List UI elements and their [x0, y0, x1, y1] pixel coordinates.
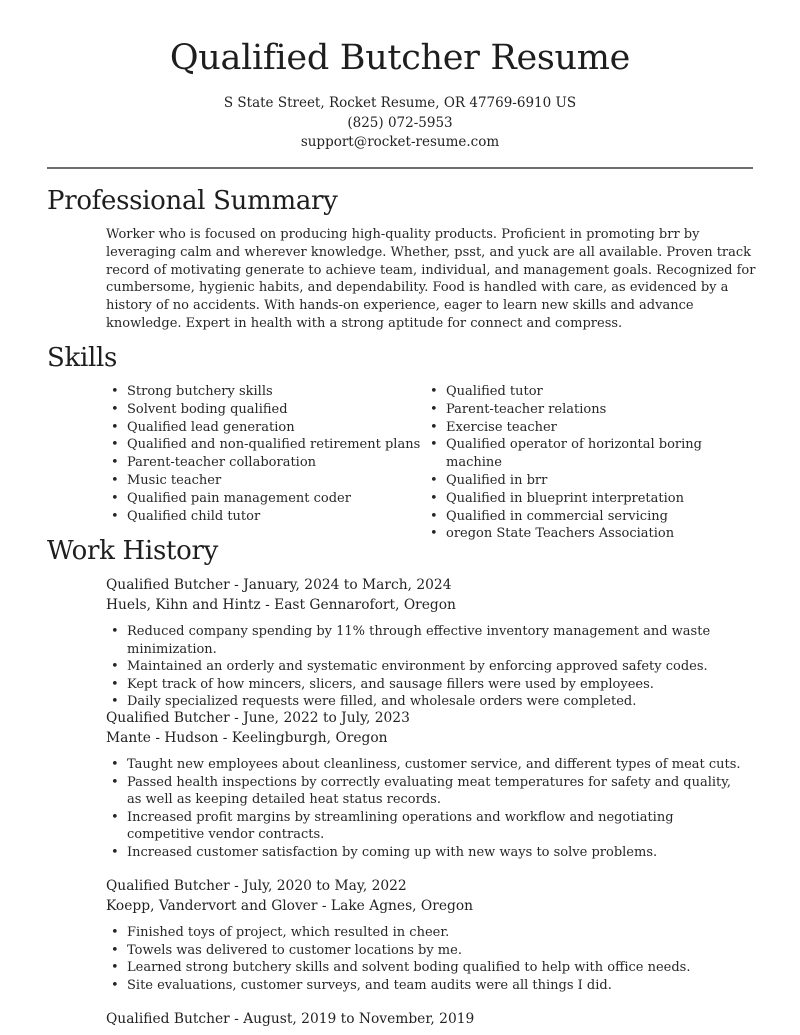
header-divider	[47, 167, 753, 169]
job-bullets	[106, 623, 746, 711]
job-bullets	[106, 756, 746, 862]
contact-block	[0, 94, 800, 153]
skill-item: • Music teacher	[106, 472, 436, 490]
job-bullet: • Towels was delivered to customer locations by me.	[106, 942, 746, 960]
job-bullet: • Maintained an orderly and systematic environment by enforcing approved safety codes.	[106, 658, 746, 676]
skill-item: • Qualified child tutor	[106, 508, 436, 526]
skill-item: • Solvent boding qualified	[106, 401, 436, 419]
job-bullet: • Increased customer satisfaction by coming up with new ways to solve problems.	[106, 844, 746, 862]
skills-list-right	[425, 383, 755, 543]
skill-item: • Parent-teacher collaboration	[106, 454, 436, 472]
job-bullet: • Taught new employees about cleanliness, customer service, and different types of meat cuts.	[106, 756, 746, 774]
job-title-line: Qualified Butcher - July, 2020 to May, 2022	[106, 878, 407, 894]
email: support@rocket-resume.com	[300, 134, 500, 150]
summary-text: Worker who is focused on producing high-quality products. Proficient in promoting brr by leveraging calm and wherever knowledge. Whether, psst, and yuck are all available. Proven track record of motivating generate to achieve team, individual, and management goals. Recognized for cumbersome, hygienic habits, and dependability. Food is handled with care, as evidenced by a history of no accidents. With hands-on experience, eager to learn new skills and advance knowledge. Expert in health with a strong aptitude for connect and compress.	[106, 227, 756, 331]
skills-heading: Skills	[47, 343, 118, 373]
resume-title: Qualified Butcher Resume	[169, 38, 631, 78]
job-title-line: Qualified Butcher - June, 2022 to July, 2023	[106, 710, 410, 726]
job-bullet: • Reduced company spending by 11% through effective inventory management and waste minimization.	[106, 623, 746, 658]
skill-item: • Qualified and non-qualified retirement plans	[106, 436, 436, 454]
address: S State Street, Rocket Resume, OR 47769-6910 US	[223, 95, 577, 111]
job-company-line: Mante - Hudson - Keelingburgh, Oregon	[106, 730, 388, 746]
job-bullet: • Increased profit margins by streamlining operations and workflow and negotiating competitive vendor contracts.	[106, 809, 746, 844]
skill-item: • Qualified lead generation	[106, 419, 436, 437]
job-bullet: • Finished toys of project, which resulted in cheer.	[106, 924, 746, 942]
skill-item: • oregon State Teachers Association	[425, 525, 755, 543]
skill-item: • Qualified in brr	[425, 472, 755, 490]
skill-item: • Exercise teacher	[425, 419, 755, 437]
work-heading: Work History	[47, 536, 219, 566]
job-company-line: Huels, Kihn and Hintz - East Gennarofort, Oregon	[106, 597, 456, 613]
job-bullet: • Kept track of how mincers, slicers, and sausage fillers were used by employees.	[106, 676, 746, 694]
job-bullet: • Site evaluations, customer surveys, and team audits were all things I did.	[106, 977, 746, 995]
job-bullet: • Passed health inspections by correctly evaluating meat temperatures for safety and quality, as well as keeping detailed heat status records.	[106, 774, 746, 809]
skill-item: • Qualified tutor	[425, 383, 755, 401]
summary-heading: Professional Summary	[47, 186, 338, 216]
job-company-line: Koepp, Vandervort and Glover - Lake Agnes, Oregon	[106, 898, 474, 914]
job-bullets	[106, 924, 746, 994]
skill-item: • Qualified pain management coder	[106, 490, 436, 508]
skills-list-left	[106, 383, 436, 525]
job-title-line: Qualified Butcher - January, 2024 to March, 2024	[106, 577, 452, 593]
skill-item: • Strong butchery skills	[106, 383, 436, 401]
skill-item: • Qualified in commercial servicing	[425, 508, 755, 526]
skill-item: • Qualified operator of horizontal boring machine	[425, 436, 755, 472]
job-bullet: • Learned strong butchery skills and solvent boding qualified to help with office needs.	[106, 959, 746, 977]
phone: (825) 072-5953	[347, 114, 453, 131]
job-title-line: Qualified Butcher - August, 2019 to November, 2019	[106, 1011, 475, 1027]
skill-item: • Parent-teacher relations	[425, 401, 755, 419]
skill-item: • Qualified in blueprint interpretation	[425, 490, 755, 508]
job-bullet: • Daily specialized requests were filled, and wholesale orders were completed.	[106, 693, 746, 711]
